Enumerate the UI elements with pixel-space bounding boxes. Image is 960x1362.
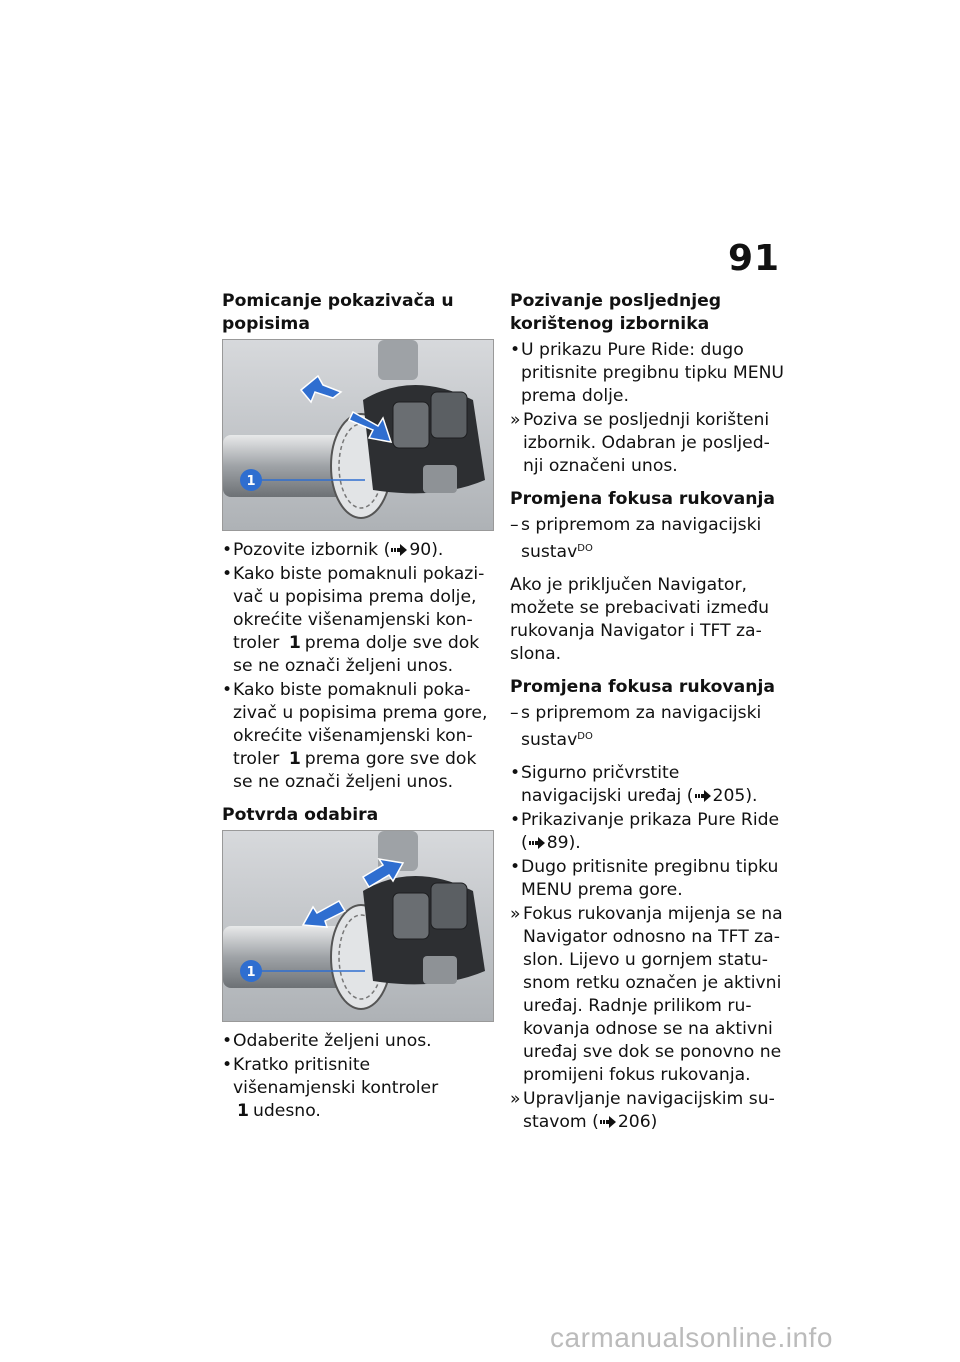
list-item: • Odaberite željeni unos. — [222, 1031, 432, 1051]
figure-controller-push — [222, 830, 494, 1022]
list-confirm-steps — [222, 1030, 494, 1123]
page-reference-icon — [391, 544, 407, 556]
controller-illustration-1 — [223, 340, 493, 530]
list-item: • Kako biste pomaknuli poka-zivač u popisima prema gore, okrećite višenamjenski kon-troler 1 prema gore sve dok se ne označi željeni unos. — [222, 680, 488, 792]
list-last-menu — [510, 339, 785, 478]
controller-illustration-2 — [223, 831, 493, 1021]
list-item: • Kako biste pomaknuli pokazi-vač u popisima prema dolje, okrećite višenamjenski kon-troler 1 prema dolje sve dok se ne označi željeni unos. — [222, 564, 485, 676]
list-item: • Dugo pritisnite pregibnu tipku MENU prema gore. — [510, 857, 779, 900]
list-focus-steps — [510, 762, 785, 1134]
result-item: » Poziva se posljednji korišteni izbornik. Odabran je posljed-nji označeni unos. — [510, 410, 770, 476]
footer-watermark[interactable]: carmanualsonline.info — [550, 1322, 833, 1353]
page-reference-icon — [600, 1116, 616, 1128]
callout-1: 1 — [246, 965, 256, 980]
list-item: • U prikazu Pure Ride: dugo pritisnite pregibnu tipku MENU prema dolje. — [510, 340, 785, 406]
heading-focus-change-2: Promjena fokusa rukovanja — [510, 677, 775, 697]
result-item: » Upravljanje navigacijskim su-stavom ( 206) — [510, 1089, 775, 1132]
page-reference-icon — [529, 837, 545, 849]
heading-focus-change-1: Promjena fokusa rukovanja — [510, 489, 775, 509]
result-item: » Fokus rukovanja mijenja se na Navigator odnosno na TFT za-slon. Lijevo u gornjem statu-snom retku označen je aktivni uređaj. Radnje prilikom ru-kovanja odnose se na aktivni uređaj sve dok se ponovno ne promijeni fokus rukovanja. — [510, 904, 783, 1085]
callout-1: 1 — [246, 474, 256, 489]
heading-pointer-in-lists: Pomicanje pokazivača u popisima — [222, 291, 454, 334]
paragraph-navigator: Ako je priključen Navigator, možete se prebacivati između rukovanja Navigator i TFT za-slona. — [510, 575, 770, 664]
equipment-note-1: – s pripremom za navigacijski sustav$^{DO}$ — [510, 515, 762, 562]
page-number: 91 — [728, 238, 781, 279]
list-scroll-steps — [222, 539, 494, 794]
list-item: • Kratko pritisnite višenamjenski kontroler 1 udesno. — [222, 1055, 439, 1121]
heading-confirm-selection: Potvrda odabira — [222, 805, 379, 825]
equipment-note-2: – s pripremom za navigacijski sustav$^{DO}$ — [510, 703, 762, 750]
list-item: • Sigurno pričvrstite navigacijski uređaj ( 205). — [510, 763, 758, 806]
page-reference-icon — [695, 790, 711, 802]
figure-controller-rotate — [222, 339, 494, 531]
list-item: • Pozovite izbornik ( 90). — [222, 540, 444, 560]
right-column — [510, 290, 785, 1144]
left-column — [222, 290, 494, 1133]
heading-last-menu: Pozivanje posljednjeg korištenog izbornika — [510, 291, 722, 334]
list-item: • Prikazivanje prikaza Pure Ride ( 89). — [510, 810, 780, 853]
